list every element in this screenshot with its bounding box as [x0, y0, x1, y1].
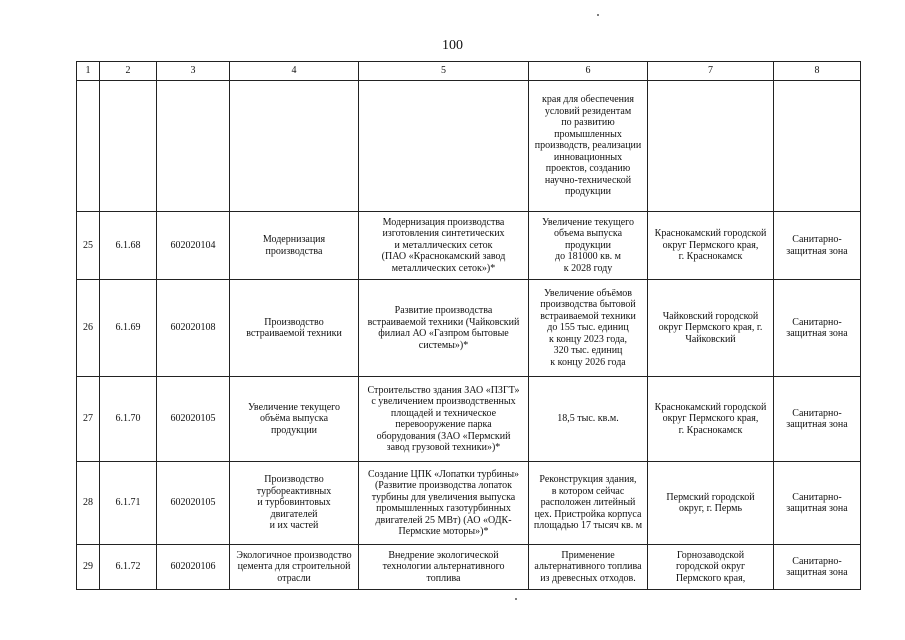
result-cell: [529, 377, 648, 462]
location: Пермский городской округ, г. Пермь: [666, 491, 755, 514]
col-header-4: 4: [230, 62, 359, 81]
result-cell: [529, 280, 648, 377]
table-row: [77, 280, 861, 377]
budget-code: 602020106: [157, 545, 230, 590]
empty-cell: [157, 81, 230, 212]
table-row: [77, 212, 861, 280]
project-name-cell: [230, 545, 359, 590]
location-cell: [648, 545, 774, 590]
event-description: Модернизация производства изготовления синтетических и металлических сеток (ПАО «Краснокамский завод металлических сеток»)*: [381, 216, 506, 274]
location-cell: [648, 377, 774, 462]
header-row: [77, 62, 861, 81]
project-name: Увеличение текущего объёма выпуска продукции: [247, 401, 341, 436]
zone-type: Санитарно- защитная зона: [786, 555, 848, 578]
item-code: 6.1.68: [100, 212, 157, 280]
row-number: 29: [77, 545, 100, 590]
location-cell: [648, 462, 774, 545]
event-cell: [359, 545, 529, 590]
empty-cell: [359, 81, 529, 212]
continuation-result-text: края для обеспечения условий резидентам по развитию промышленных производств, реализации инновационных проектов, созданию научно-технической продукции: [534, 94, 642, 198]
scan-speck: [515, 598, 517, 600]
project-name: Производство встраиваемой техники: [246, 316, 342, 339]
zone-cell: [774, 377, 861, 462]
event-description: Развитие производства встраиваемой техники (Чайковский филиал АО «Газпром бытовые системы»)*: [367, 305, 520, 351]
item-code: 6.1.70: [100, 377, 157, 462]
event-cell: [359, 377, 529, 462]
event-description: Внедрение экологической технологии альтернативного топлива: [382, 549, 505, 584]
expected-result: Реконструкция здания, в котором сейчас расположен литейный цех. Пристройка корпуса площадью 17 тысяч кв. м: [533, 474, 643, 532]
project-name-cell: [230, 280, 359, 377]
project-name-cell: [230, 212, 359, 280]
empty-cell: [648, 81, 774, 212]
result-cell: [529, 462, 648, 545]
project-name: Экологичное производство цемента для строительной отрасли: [236, 549, 352, 584]
row-number: 26: [77, 280, 100, 377]
zone-type: Санитарно- защитная зона: [786, 407, 848, 430]
col-header-1: 1: [77, 62, 100, 81]
project-name-cell: [230, 377, 359, 462]
event-description: Создание ЦПК «Лопатки турбины» (Развитие производства лопаток турбины для увеличения выпуска промышленных газотурбинных двигателей 25 МВт) (АО «ОДК- Пермские моторы»)*: [367, 468, 520, 537]
location-cell: [648, 280, 774, 377]
result-cell: [529, 212, 648, 280]
project-name-cell: [230, 462, 359, 545]
event-description: Строительство здания ЗАО «ПЗГТ» с увеличением производственных площадей и техническое перевооружение парка оборудования (ЗАО «Пермский завод грузовой техники»)*: [367, 384, 520, 453]
col-header-7: 7: [648, 62, 774, 81]
expected-result: 18,5 тыс. кв.м.: [557, 413, 619, 425]
table-row: [77, 462, 861, 545]
expected-result: Применение альтернативного топлива из древесных отходов.: [534, 549, 642, 584]
col-header-3: 3: [157, 62, 230, 81]
page-number: 100: [442, 38, 463, 53]
budget-code: 602020105: [157, 462, 230, 545]
continuation-row: [77, 81, 861, 212]
item-code: 6.1.71: [100, 462, 157, 545]
zone-cell: [774, 462, 861, 545]
row-number: 27: [77, 377, 100, 462]
location: Краснокамский городской округ Пермского края, г. Краснокамск: [654, 228, 767, 263]
col-header-8: 8: [774, 62, 861, 81]
zone-cell: [774, 545, 861, 590]
item-code: 6.1.69: [100, 280, 157, 377]
zone-type: Санитарно- защитная зона: [786, 234, 848, 257]
table-row: [77, 545, 861, 590]
budget-code: 602020108: [157, 280, 230, 377]
item-code: 6.1.72: [100, 545, 157, 590]
expected-result: Увеличение текущего объема выпуска продукции до 181000 кв. м к 2028 году: [541, 216, 635, 274]
location: Краснокамский городской округ Пермского края, г. Краснокамск: [654, 401, 767, 436]
project-name: Производство турбореактивных и турбовинтовых двигателей и их частей: [256, 474, 332, 532]
empty-cell: [77, 81, 100, 212]
event-cell: [359, 212, 529, 280]
location: Горнозаводской городской округ Пермского края,: [675, 549, 746, 584]
project-name: Модернизация производства: [262, 234, 326, 257]
zone-cell: [774, 212, 861, 280]
zone-type: Санитарно- защитная зона: [786, 316, 848, 339]
budget-code: 602020105: [157, 377, 230, 462]
expected-result: Увеличение объёмов производства бытовой встраиваемой техники до 155 тыс. единиц к концу 2023 года, 320 тыс. единиц к концу 2026 года: [540, 287, 636, 368]
empty-cell: [100, 81, 157, 212]
budget-code: 602020104: [157, 212, 230, 280]
row-number: 28: [77, 462, 100, 545]
event-cell: [359, 462, 529, 545]
empty-cell: [774, 81, 861, 212]
location: Чайковский городской округ Пермского края, г. Чайковский: [658, 310, 763, 345]
plan-table: [76, 61, 861, 590]
row-number: 25: [77, 212, 100, 280]
col-header-2: 2: [100, 62, 157, 81]
scan-speck: [597, 14, 599, 16]
zone-cell: [774, 280, 861, 377]
result-cell: [529, 545, 648, 590]
zone-type: Санитарно- защитная зона: [786, 491, 848, 514]
location-cell: [648, 212, 774, 280]
col-header-6: 6: [529, 62, 648, 81]
table-row: [77, 377, 861, 462]
empty-cell: [230, 81, 359, 212]
continuation-result-cell: [529, 81, 648, 212]
event-cell: [359, 280, 529, 377]
col-header-5: 5: [359, 62, 529, 81]
